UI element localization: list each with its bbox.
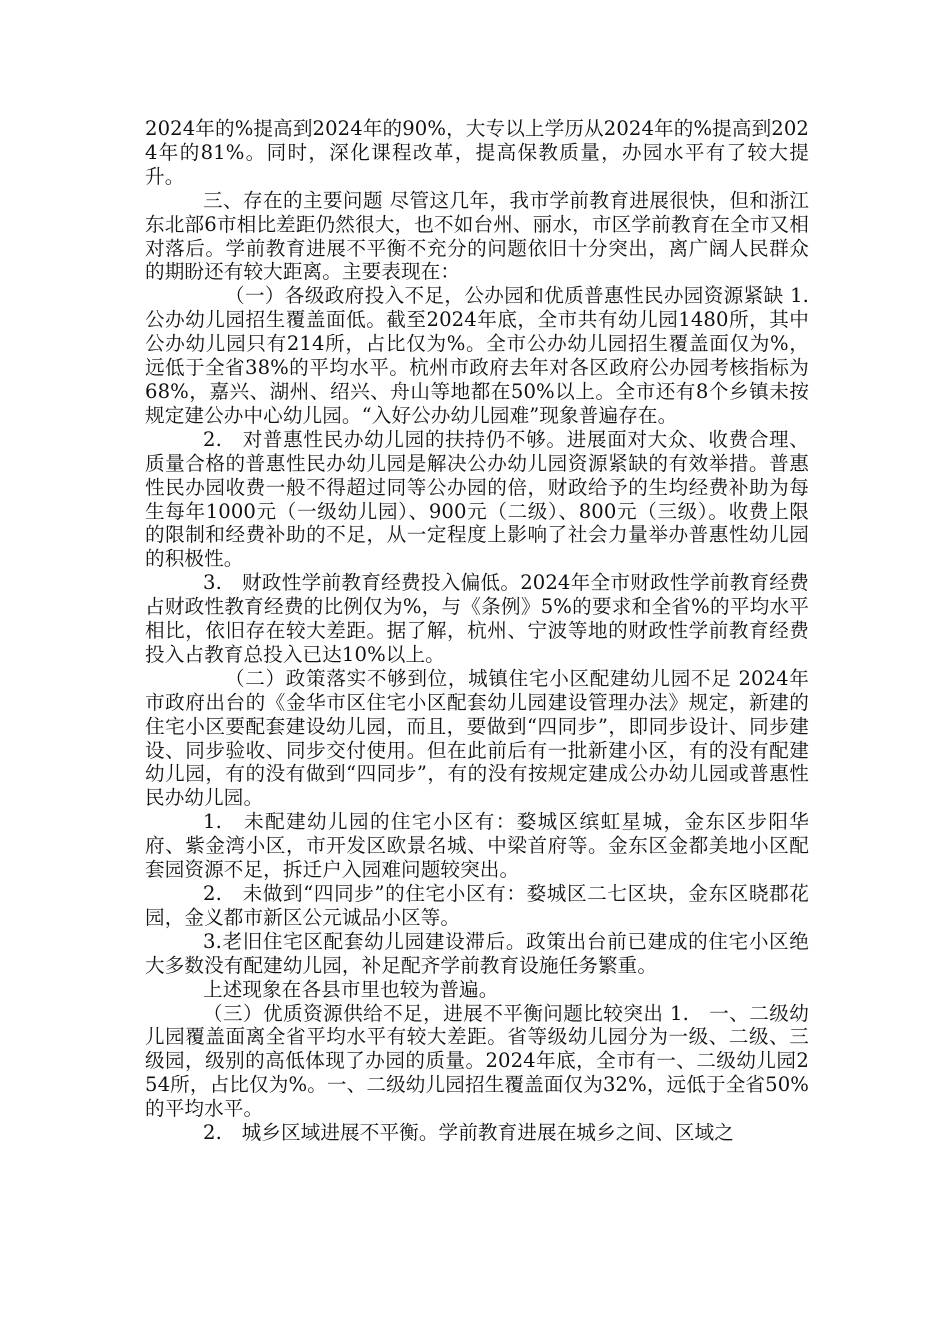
paragraph-investment-shortage: （一）各级政府投入不足，公办园和优质普惠性民办园资源紧缺 1. 公办幼儿园招生覆盖面低。截至2024年底，全市共有幼儿园1480所，其中公办幼儿园只有214所，占比仅为%。全市公办幼儿园招生覆盖面仅为%，远低于全省38%的平均水平。杭州市政府去年对各区政府公办园考核指标为68%，嘉兴、湖州、绍兴、舟山等地都在50%以上。全市还有8个乡镇未按规定建公办中心幼儿园。“入好公办幼儿园难”现象普遍存在。 bbox=[145, 284, 829, 427]
paragraph-no-kindergarten-communities: 1. 未配建幼儿园的住宅小区有：婺城区缤虹星城，金东区步阳华府、紫金湾小区，市开发区欧景名城、中梁首府等。金东区金都美地小区配套园资源不足，拆迁户入园难问题较突出。 bbox=[145, 810, 809, 882]
paragraph-private-kindergarten-support: 2. 对普惠性民办幼儿园的扶持仍不够。进展面对大众、收费合理、质量合格的普惠性民办幼儿园是解决公办幼儿园资源紧缺的有效举措。普惠性民办园收费一般不得超过同等公办园的倍，财政给予的生均经费补助为每生每年1000元（一级幼儿园）、900元（二级）、800元（三级）。收费上限的限制和经费补助的不足，从一定程度上影响了社会力量举办普惠性幼儿园的积极性。 bbox=[145, 427, 809, 571]
document-body bbox=[145, 117, 829, 1145]
paragraph-old-residential-areas: 3.老旧住宅区配套幼儿园建设滞后。政策出台前已建成的住宅小区绝大多数没有配建幼儿园，补足配齐学前教育设施任务繁重。 bbox=[145, 929, 809, 977]
paragraph-policy-implementation: （二）政策落实不够到位，城镇住宅小区配建幼儿园不足 2024年市政府出台的《金华市区住宅小区配套幼儿园建设管理办法》规定，新建的住宅小区要配套建设幼儿园，而且，要做到“四同步”，即同步设计、同步建设、同步验收、同步交付使用。但在此前后有一批新建小区，有的没有配建幼儿园，有的没有做到“四同步”，有的没有按规定建成公办幼儿园或普惠性民办幼儿园。 bbox=[145, 666, 809, 810]
paragraph-quality-resources: （三）优质资源供给不足，进展不平衡问题比较突出 1. 一、二级幼儿园覆盖面离全省平均水平有较大差距。省等级幼儿园分为一级、二级、三级园，级别的高低体现了办园的质量。2024年底，全市有一、二级幼儿园254所，占比仅为%。一、二级幼儿园招生覆盖面仅为32%，远低于全省50%的平均水平。 bbox=[145, 1001, 809, 1121]
paragraph-county-situation: 上述现象在各县市里也较为普遍。 bbox=[203, 977, 499, 1001]
paragraph-urban-rural-imbalance: 2. 城乡区域进展不平衡。学前教育进展在城乡之间、区域之 bbox=[203, 1121, 734, 1145]
paragraph-education-staff: 2024年的%提高到2024年的90%，大专以上学历从2024年的%提高到2024年的81%。同时，深化课程改革，提高保教质量，办园水平有了较大提升。 bbox=[145, 117, 809, 188]
paragraph-four-synchronizations: 2. 未做到“四同步”的住宅小区有：婺城区二七区块，金东区晓郡花园，金义都市新区公元诚品小区等。 bbox=[145, 882, 809, 929]
paragraph-main-problems: 三、存在的主要问题 尽管这几年，我市学前教育进展很快，但和浙江东北部6市相比差距仍然很大，也不如台州、丽水，市区学前教育在全市又相对落后。学前教育进展不平衡不充分的问题依旧十分突出，离广阔人民群众的期盼还有较大距离。主要表现在： bbox=[145, 188, 809, 284]
paragraph-fiscal-funding: 3. 财政性学前教育经费投入偏低。2024年全市财政性学前教育经费占财政性教育经费的比例仅为%，与《条例》5%的要求和全省%的平均水平相比，依旧存在较大差距。据了解，杭州、宁波等地的财政性学前教育经费投入占教育总投入已达10%以上。 bbox=[145, 571, 809, 666]
